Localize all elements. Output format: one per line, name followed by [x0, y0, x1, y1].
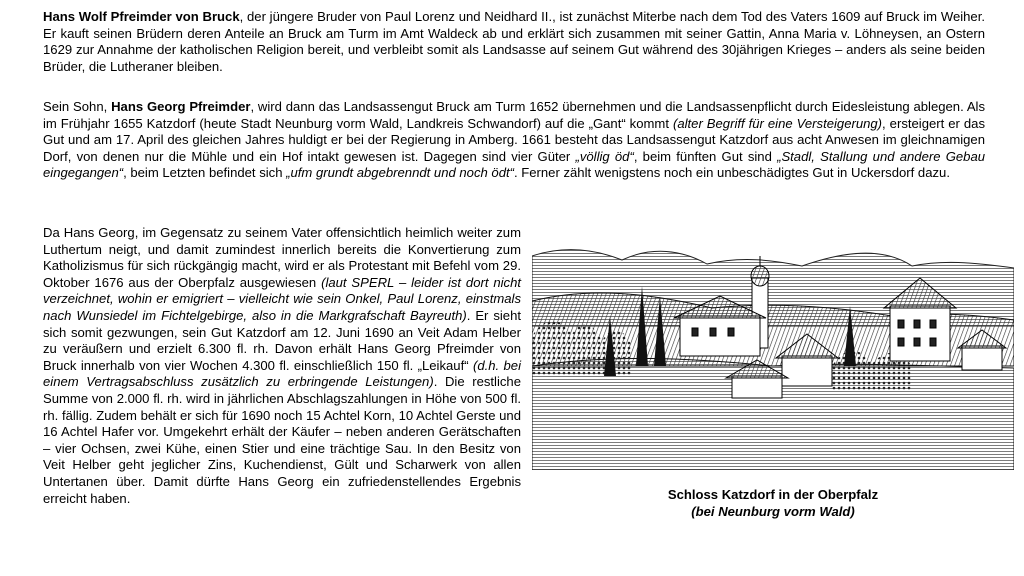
italic-note: (d.h. bei einem Vertragsabschluss zusätzlich zu erbringende Leistungen) [43, 357, 521, 390]
italic-quote: „völlig öd“ [575, 148, 634, 164]
italic-note: (alter Begriff für eine Versteigerung) [672, 115, 883, 131]
text-segment: . Ferner zählt wenigstens noch ein unbeschädigtes Gut in Uckersdorf dazu. [513, 165, 950, 181]
paragraph-text: , der jüngere Bruder von Paul Lorenz und Neidhard II., ist zunächst Miterbe nach dem Tod des Vaters 1609 auf Bruck im Weiher. Er kauft seinen Brüdern deren Anteile an Bruck am Turm im Amt Waldeck ab und erklärt sich zusammen mit seiner Gattin, Anna Maria v. Löhneysen, an Ostern 1629 zur Annahme der katholischen Religion bereit, und verbleibt somit als Landsasse auf seinem Gut während des 30jährigen Krieges – anders als seine beiden Brüder, die Lutheraner bleiben. [43, 9, 985, 74]
text-segment: Da Hans Georg, im Gegensatz zu seinem Vater offensichtlich heimlich weiter zum Luthertum neigt, und damit zumindest innerlich bereits die Konvertierung zum Katholizismus für sich rückgängig macht, wird er als Protestant mit Befehl vom 29. Oktober 1676 aus der Oberpfalz ausgewiesen [43, 225, 521, 290]
paragraph-hans-georg [43, 99, 985, 182]
text-segment: . Die restliche Summe von 2.000 fl. rh. wird in jährlichen Abschlagszahlungen in Höhe von 500 fl. rh. fällig. Zudem behält er sich für 1690 noch 15 Achtel Korn, 10 Achtel Gerste und 16 Achtel Hafer vor. Umgekehrt erhält der Käufer – neben anderen Gerätschaften – vier Ochsen, zwei Kühe, einen Stier und eine trächtige Sau. In den Besitz von Veit Helber geht jeglicher Zins, Kuchendienst, Gült und Scharwerk von allen Untertanen über. Damit dürfte Hans Georg ein zufriedenstellendes Ergebnis erreicht haben. [43, 374, 521, 506]
image-caption [532, 486, 1014, 520]
paragraph-hans-wolf [43, 9, 985, 75]
castle-engraving-image [532, 216, 1014, 470]
name-hans-georg: Hans Georg Pfreimder [111, 99, 251, 114]
italic-quote: „Stadl, Stallung und andere Gebau eingegangen“ [43, 148, 986, 181]
text-segment: , beim fünften Gut sind [633, 148, 778, 164]
text-segment: , wird dann das Landsassengut Bruck am Turm 1652 übernehmen und die Landsassenpflicht durch Eidesleistung ablegen. Als im Frühjahr 1655 Katzdorf (heute Stadt Neunburg vorm Wald, Landkreis Schwandorf) auf die „Gant“ kommt [43, 99, 986, 131]
text-segment: Sein Sohn, [43, 99, 112, 114]
caption-subtitle: (bei Neunburg vorm Wald) [691, 504, 855, 519]
name-hans-wolf: Hans Wolf Pfreimder von Bruck [43, 9, 240, 24]
paragraph-emigration [43, 225, 521, 507]
italic-note: (laut SPERL – leider ist dort nicht verzeichnet, wohin er emigriert – vielleicht wie sein Onkel, Paul Lorenz, einstmals nach Wunsiedel im Fichtelgebirge, also in die Markgrafschaft Bayreuth) [43, 274, 521, 323]
caption-title: Schloss Katzdorf in der Oberpfalz [667, 487, 879, 502]
italic-quote: „ufm grundt abgebrenndt und noch ödt“ [286, 165, 514, 181]
text-segment: , ersteigert er das Gut und am 17. April des gleichen Jahres huldigt er bei der Regierung in Amberg. 1661 besteht das Landsassengut Katzdorf aus acht Anwesen im gleichnamigen Dorf, von denen nur die Mühle und ein Hof intakt gewesen ist. Dagegen sind vier Güter [43, 115, 985, 164]
text-segment: . Er sieht sich somit gezwungen, sein Gut Katzdorf am 12. Juni 1690 an Veit Adam Helber zu veräußern und erzielt 6.300 fl. rh. Davon erhält Hans Georg Pfreimder von Bruck innerhalb von vier Wochen 4.300 fl. einschließlich 150 fl. „Leikauf“ [43, 307, 522, 373]
text-segment: , beim Letzten befindet sich [123, 165, 287, 181]
